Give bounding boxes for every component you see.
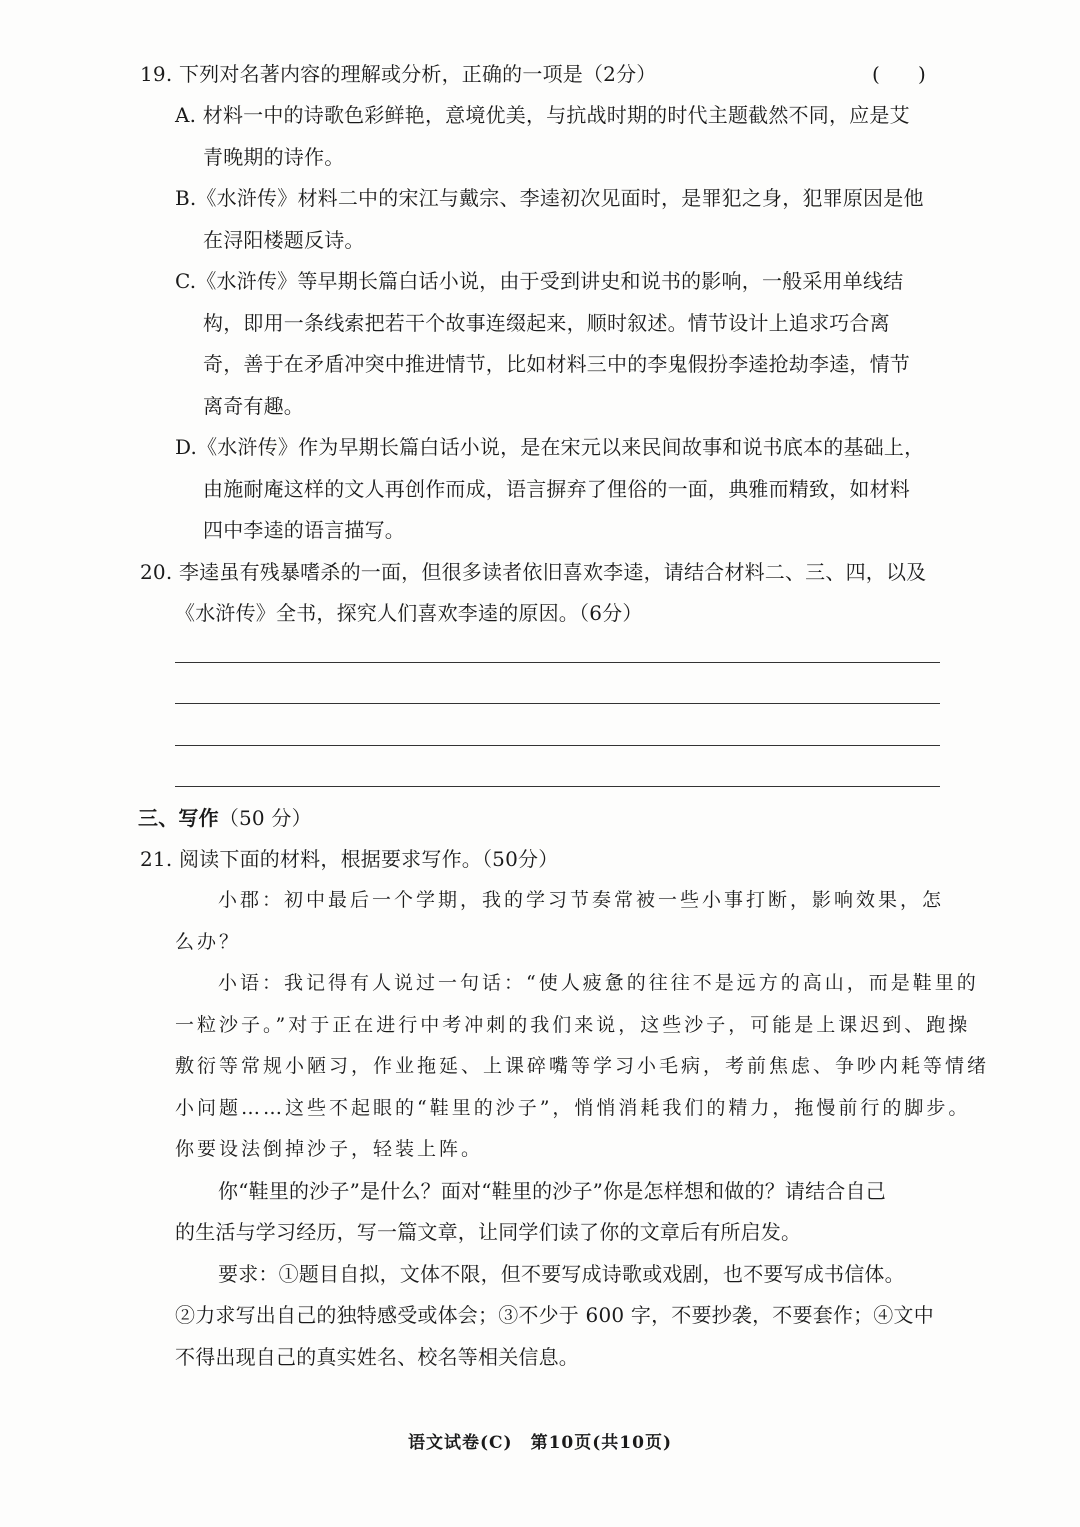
q21-prompt-line: 你“鞋里的沙子”是什么？面对“鞋里的沙子”你是怎样想和做的？请结合自己 <box>218 1179 886 1203</box>
q21-material-line: 小语：我记得有人说过一句话：“使人疲惫的往往不是远方的高山，而是鞋里的 <box>218 972 979 994</box>
page-footer: 语文试卷(C) 第10页(共10页) <box>407 1433 673 1453</box>
q19-option-d-line2: 由施耐庵这样的文人再创作而成，语言摒弃了俚俗的一面，典雅而精致，如材料 <box>203 477 910 501</box>
q19-answer-bracket: ( ) <box>872 62 926 86</box>
q21-material-line: 敷衍等常规小陋习，作业拖延、上课碎嘴等学习小毛病，考前焦虑、争吵内耗等情绪 <box>175 1055 990 1077</box>
q21-material-line: 么办？ <box>175 931 242 953</box>
q19-option-c-line2: 构，即用一条线索把若干个故事连缀起来，顺时叙述。情节设计上追求巧合离 <box>203 311 890 335</box>
q19-option-a-line1: A. 材料一中的诗歌色彩鲜艳，意境优美，与抗战时期的时代主题截然不同，应是艾 <box>175 103 910 127</box>
q19-option-d-line1: D.《水浒传》作为早期长篇白话小说，是在宋元以来民间故事和说书底本的基础上， <box>175 435 925 459</box>
q21-requirement-line: ②力求写出自己的独特感受或体会；③不少于 600 字，不要抄袭，不要套作；④文中 <box>175 1303 934 1327</box>
answer-line[interactable] <box>175 703 940 704</box>
q19-option-b-line2: 在浔阳楼题反诗。 <box>203 228 365 252</box>
q21-material-line: 一粒沙子。”对于正在进行中考冲刺的我们来说，这些沙子，可能是上课迟到、跑操 <box>175 1014 971 1036</box>
q21-material-line: 小问题……这些不起眼的“鞋里的沙子”，悄悄消耗我们的精力，拖慢前行的脚步。 <box>175 1097 971 1119</box>
section-score: （50 分） <box>218 806 312 830</box>
q21-prompt-line: 的生活与学习经历，写一篇文章，让同学们读了你的文章后有所启发。 <box>175 1220 802 1244</box>
q19-option-c-line1: C.《水浒传》等早期长篇白话小说，由于受到讲史和说书的影响，一般采用单线结 <box>175 269 904 293</box>
answer-line[interactable] <box>175 662 940 663</box>
q20-stem-line2: 《水浒传》全书，探究人们喜欢李逵的原因。（6分） <box>175 601 643 625</box>
q19-option-c-line4: 离奇有趣。 <box>203 394 304 418</box>
section-title: 三、写作 <box>138 806 219 830</box>
q20-stem-line1: 20. 李逵虽有残暴嗜杀的一面，但很多读者依旧喜欢李逵，请结合材料二、三、四，以及 <box>140 560 927 584</box>
q21-material-line: 你要设法倒掉沙子，轻装上阵。 <box>175 1138 484 1160</box>
q21-requirement-line: 不得出现自己的真实姓名、校名等相关信息。 <box>175 1345 579 1369</box>
q19-option-d-line3: 四中李逵的语言描写。 <box>203 518 405 542</box>
q19-option-a-line2: 青晚期的诗作。 <box>203 145 345 169</box>
q21-requirement-line: 要求：①题目自拟，文体不限，但不要写成诗歌或戏剧，也不要写成书信体。 <box>218 1262 905 1286</box>
q21-stem: 21. 阅读下面的材料，根据要求写作。（50分） <box>140 847 559 871</box>
q19-stem: 19. 下列对名著内容的理解或分析，正确的一项是（2分） <box>140 62 657 86</box>
q21-material-line: 小郡：初中最后一个学期，我的学习节奏常被一些小事打断，影响效果，怎 <box>218 889 945 911</box>
answer-line[interactable] <box>175 786 940 787</box>
section-heading <box>138 804 312 832</box>
q19-option-b-line1: B.《水浒传》材料二中的宋江与戴宗、李逵初次见面时，是罪犯之身，犯罪原因是他 <box>175 186 924 210</box>
q19-option-c-line3: 奇，善于在矛盾冲突中推进情节，比如材料三中的李鬼假扮李逵抢劫李逵，情节 <box>203 352 910 376</box>
answer-line[interactable] <box>175 745 940 746</box>
